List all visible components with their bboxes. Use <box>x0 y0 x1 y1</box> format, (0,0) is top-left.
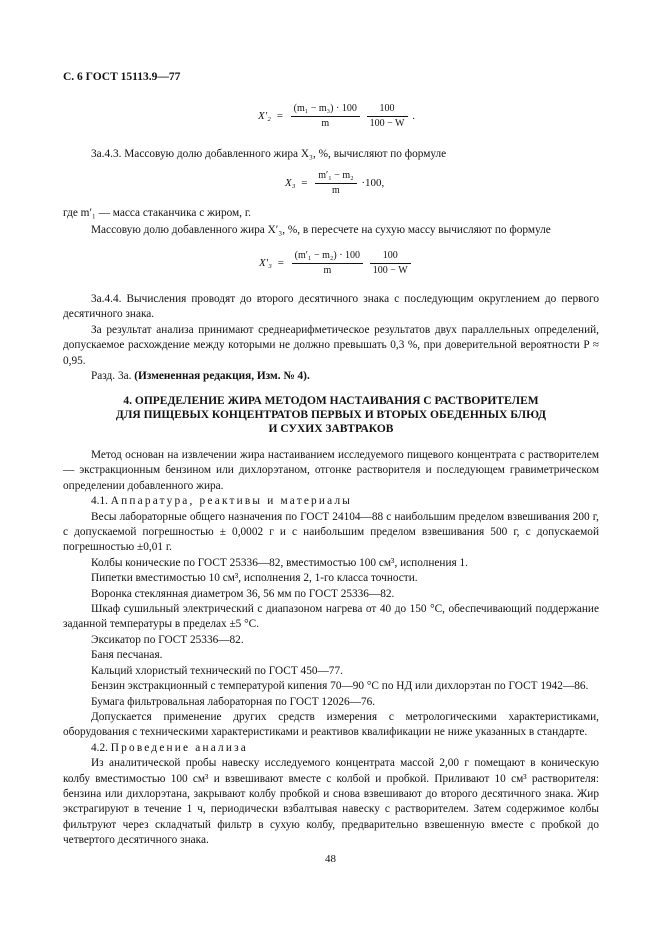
fraction-denominator: 100 − W <box>372 265 408 276</box>
formula-x2-dry <box>258 103 415 130</box>
fraction-denominator: 100 − W <box>369 118 405 129</box>
list-item: Пипетки вместимостью 10 см³, исполнения 2, 1-го класса точности. <box>91 572 418 585</box>
formula-tail: . <box>412 109 415 122</box>
list-item: Колбы конические по ГОСТ 25336—82, вместимостью 100 см³, исполнения 1. <box>91 556 468 569</box>
formula-tail: ·100, <box>361 176 385 189</box>
subsection-4-2-heading <box>63 741 599 756</box>
section-title-line: И СУХИХ ЗАВТРАКОВ <box>268 423 394 435</box>
equals-sign: = <box>301 176 308 189</box>
formula-lhs: X′₃ <box>259 256 272 269</box>
subsection-title: Аппаратура, реактивы и материалы <box>110 495 353 508</box>
subsection-title: Проведение анализа <box>110 741 248 754</box>
paragraph-where: где m′₁ — масса стаканчика с жиром, г. <box>63 207 252 219</box>
paragraph-3a43-block <box>63 147 599 162</box>
fraction-numerator: 100 <box>367 103 408 117</box>
fraction <box>370 250 411 277</box>
paragraph-3a43: 3а.4.3. Массовую долю добавленного жира X₃, %, вычисляют по формуле <box>91 148 447 160</box>
formula-x3-dry <box>259 250 413 277</box>
section-title-line: 4. ОПРЕДЕЛЕНИЕ ЖИРА МЕТОДОМ НАСТАИВАНИЯ С РАСТВОРИТЕЛЕМ <box>123 395 539 407</box>
section-title-line: ДЛЯ ПИЩЕВЫХ КОНЦЕНТРАТОВ ПЕРВЫХ И ВТОРЫХ ОБЕДЕННЫХ БЛЮД <box>115 409 547 421</box>
subsection-4-1-heading <box>63 494 599 509</box>
list-item: Эксикатор по ГОСТ 25336—82. <box>91 633 244 646</box>
page-number: 48 <box>325 853 336 865</box>
paragraph-amendment <box>63 369 599 384</box>
formula-lhs: X₃ <box>285 176 296 189</box>
page-header: С. 6 ГОСТ 15113.9—77 <box>63 71 181 83</box>
subsection-number: 4.1. <box>91 495 108 508</box>
section-4-title <box>63 394 599 436</box>
list-item: Весы лабораторные общего назначения по ГОСТ 24104—88 с наибольшим пределом взвешивания 200 г, с допускаемой погрешностью ± 0,0002 г и с наибольшим пределом взвешивания 500 г, с допускаемой погрешностью ±0,01 г. <box>63 510 599 554</box>
fraction-numerator: (m₁ − m₃) · 100 <box>291 103 360 117</box>
fraction <box>315 170 356 197</box>
fraction <box>367 103 408 130</box>
paragraph-result: За результат анализа принимают среднеарифметическое результатов двух параллельных определений, допускаемое расхождение между которыми не должно превышать 0,3 %, при доверительной вероятности P ≈ 0,95. <box>63 323 599 367</box>
fraction-denominator: m <box>332 185 340 196</box>
amendment-note: (Измененная редакция, Изм. № 4). <box>134 370 310 383</box>
fraction-numerator: m′₁ − m₂ <box>315 170 356 184</box>
list-item: Баня песчаная. <box>91 649 163 662</box>
list-item: Допускается применение других средств измерения с метрологическими характеристиками, оборудования с техническими характеристиками и реактивов квалификации не ниже указанных в стандарте. <box>63 710 599 739</box>
paragraph-3a44: 3а.4.4. Вычисления проводят до второго десятичного знака с последующим округлением до первого десятичного знака. <box>63 293 599 321</box>
subsection-number: 4.2. <box>91 741 108 754</box>
equals-sign: = <box>277 256 284 269</box>
where-and-dry-block <box>63 206 599 239</box>
list-item: Воронка стеклянная диаметром 36, 56 мм по ГОСТ 25336—82. <box>91 587 395 600</box>
paragraph-analysis: Из аналитической пробы навеску исследуемого концентрата массой 2,00 г помещают в коническую колбу вместимостью 100 см³ и взвешивают вместе с колбой и пробкой. Приливают 10 см³ растворителя: бензина или дихлорэтана, закрывают колбу пробкой и снова взвешивают до второго десятичного знака. Жир экстрагируют в течение 1 ч, периодически взбалтывая навеску с растворителем. Затем содержимое колбы фильтруют через складчатый фильтр в сухую колбу, предварительно взвешенную вместе с пробкой до четвертого десятичного знака. <box>63 757 599 847</box>
list-item: Кальций хлористый технический по ГОСТ 450—77. <box>91 664 343 677</box>
fraction-numerator: (m′₁ − m₂) · 100 <box>292 250 363 264</box>
paragraph-dry-mass: Массовую долю добавленного жира X′₃, %, в пересчете на сухую массу вычисляют по формуле <box>91 224 551 237</box>
fraction <box>291 103 360 130</box>
formula-x3 <box>285 170 384 197</box>
calculation-block <box>63 292 599 384</box>
formula-lhs: X′₂ <box>258 109 271 122</box>
amendment-ref: Разд. 3а. <box>91 370 132 383</box>
fraction-numerator: 100 <box>370 250 411 264</box>
fraction-denominator: m <box>321 118 330 129</box>
paragraph-method: Метод основан на извлечении жира настаиванием исследуемого пищевого концентрата с растворителем — экстракционным бензином или дихлорэтаном, отгонке растворителя и последующем гравиметрическом определении добавленного жира. <box>63 449 599 492</box>
list-item: Бензин экстракционный с температурой кипения 70—90 °С по НД или дихлорэтан по ГОСТ 1942—86. <box>91 680 589 693</box>
equals-sign: = <box>276 109 283 122</box>
list-item: Бумага фильтровальная лабораторная по ГОСТ 12026—76. <box>91 695 376 708</box>
section-4-body <box>63 448 599 849</box>
fraction <box>292 250 363 277</box>
fraction-denominator: m <box>323 265 332 276</box>
list-item: Шкаф сушильный электрический с диапазоном нагрева от 40 до 150 °С, обеспечивающий поддержание заданной температуры в пределах ±5 °С. <box>63 603 599 631</box>
